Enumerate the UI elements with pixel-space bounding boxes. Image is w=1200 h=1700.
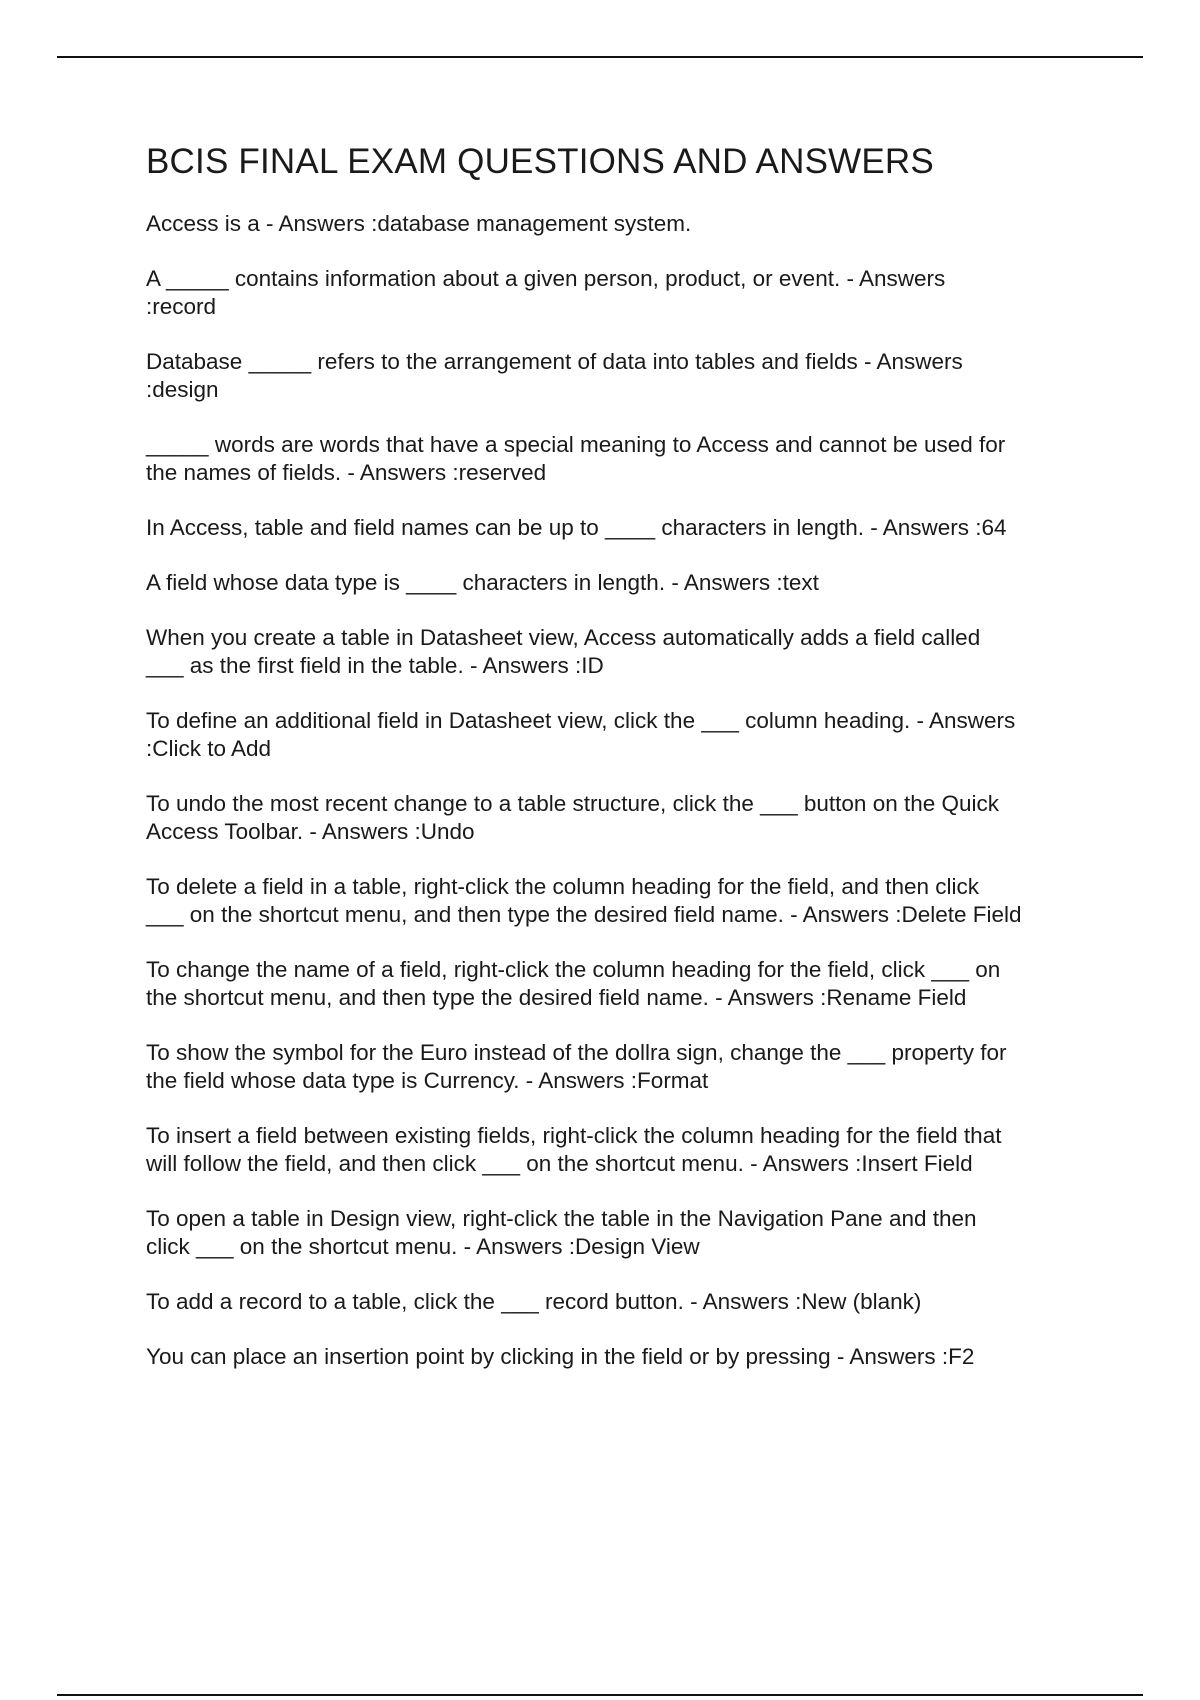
bottom-rule	[57, 1694, 1143, 1696]
top-rule	[57, 56, 1143, 58]
qa-item: A _____ contains information about a given person, product, or event. - Answers :record	[146, 266, 946, 319]
qa-item: To change the name of a field, right-click the column heading for the field, click ___ on the shortcut menu, and then type the desired field name. - Answers :Rename Field	[146, 957, 1001, 1010]
qa-item: To show the symbol for the Euro instead of the dollra sign, change the ___ property for the field whose data type is Currency. - Answers :Format	[146, 1040, 1007, 1093]
qa-item: Access is a - Answers :database management system.	[146, 211, 692, 236]
qa-item: A field whose data type is ____ characters in length. - Answers :text	[146, 570, 819, 595]
qa-item: To delete a field in a table, right-click the column heading for the field, and then click ___ on the shortcut menu, and then type the desired field name. - Answers :Delete Field	[146, 874, 1022, 927]
qa-item: _____ words are words that have a special meaning to Access and cannot be used for the names of fields. - Answers :reserved	[146, 432, 1006, 485]
qa-item: To insert a field between existing fields, right-click the column heading for the field that will follow the field, and then click ___ on the shortcut menu. - Answers :Insert Field	[146, 1123, 1002, 1176]
document-body	[146, 140, 1096, 1398]
qa-item: To open a table in Design view, right-click the table in the Navigation Pane and then click ___ on the shortcut menu. - Answers :Design View	[146, 1206, 977, 1259]
qa-item: In Access, table and field names can be up to ____ characters in length. - Answers :64	[146, 515, 1007, 540]
qa-item: To undo the most recent change to a table structure, click the ___ button on the Quick Access Toolbar. - Answers :Undo	[146, 791, 1000, 844]
qa-list	[146, 210, 1096, 1371]
document-title: BCIS FINAL EXAM QUESTIONS AND ANSWERS	[146, 142, 934, 181]
qa-item: You can place an insertion point by clicking in the field or by pressing - Answers :F2	[146, 1344, 975, 1369]
qa-item: Database _____ refers to the arrangement of data into tables and fields - Answers :design	[146, 349, 963, 402]
qa-item: When you create a table in Datasheet view, Access automatically adds a field called ___ as the first field in the table. - Answers :ID	[146, 625, 981, 678]
qa-item: To define an additional field in Datasheet view, click the ___ column heading. - Answers :Click to Add	[146, 708, 1016, 761]
qa-item: To add a record to a table, click the ___ record button. - Answers :New (blank)	[146, 1289, 922, 1314]
